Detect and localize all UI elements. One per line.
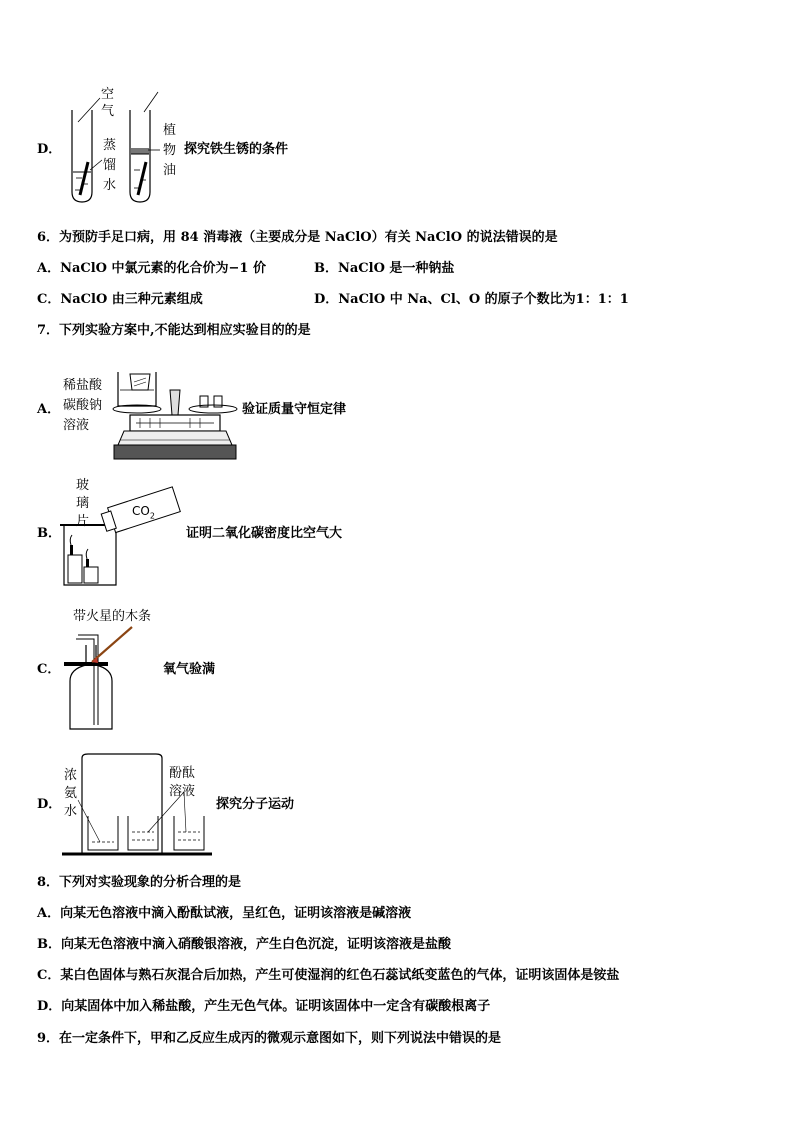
- q6-option-c: C．NaClO 由三种元素组成: [37, 292, 203, 307]
- label-sodium-carbonate: 碳酸钠: [63, 398, 103, 413]
- label-oil-3: 油: [163, 163, 177, 178]
- label-water-3: 水: [103, 178, 117, 193]
- label-conc-ammonia-2: 氨: [64, 786, 78, 801]
- balance-figure: [110, 360, 240, 465]
- label-water-1: 蒸: [103, 138, 117, 153]
- q6-stem: 6．为预防手足口病，用 84 消毒液（主要成分是 NaClO）有关 NaClO 的说法错误的是: [37, 230, 558, 245]
- q8-option-d: D．向某固体中加入稀盐酸，产生无色气体。证明该固体中一定含有碳酸根离子: [37, 999, 491, 1014]
- label-phenolphthalein-solution: 溶液: [169, 784, 196, 799]
- oxygen-bottle-figure: [64, 625, 174, 735]
- q8-option-b: B．向某无色溶液中滴入硝酸银溶液，产生白色沉淀，证明该溶液是盐酸: [37, 937, 451, 952]
- label-water-2: 馏: [103, 158, 117, 173]
- q7c-caption: 氧气验满: [163, 662, 216, 677]
- iron-rust-figure: [60, 82, 200, 212]
- label-oil-2: 物: [163, 143, 177, 158]
- label-glass-1: 玻: [76, 478, 90, 493]
- q7b-option-letter: B．: [37, 526, 61, 541]
- q7d-caption: 探究分子运动: [216, 797, 295, 812]
- q5d-option-letter: D．: [37, 142, 62, 157]
- label-glass-3: 片: [76, 514, 90, 529]
- q6-option-a: A．NaClO 中氯元素的化合价为−1 价: [37, 261, 266, 276]
- q9-stem: 9．在一定条件下，甲和乙反应生成丙的微观示意图如下，则下列说法中错误的是: [37, 1031, 502, 1046]
- label-air-2: 气: [101, 104, 115, 119]
- label-phenolphthalein: 酚酞: [169, 766, 196, 781]
- q8-option-c: C．某白色固体与熟石灰混合后加热，产生可使湿润的红色石蕊试纸变蓝色的气体，证明该固体是铵盐: [37, 968, 620, 983]
- q6-option-b: B．NaClO 是一种钠盐: [314, 261, 455, 276]
- q7-stem: 7．下列实验方案中,不能达到相应实验目的的是: [37, 323, 311, 338]
- label-oil-1: 植: [163, 123, 177, 138]
- label-glowing-splint: 带火星的木条: [73, 609, 152, 624]
- label-glass-2: 璃: [76, 496, 90, 511]
- q7a-option-letter: A．: [37, 402, 61, 417]
- q8-option-a: A．向某无色溶液中滴入酚酞试液，呈红色，证明该溶液是碱溶液: [37, 906, 412, 921]
- q7d-option-letter: D．: [37, 797, 62, 812]
- label-conc-ammonia-1: 浓: [64, 768, 78, 783]
- label-dilute-hcl: 稀盐酸: [63, 378, 103, 393]
- co2-candle-figure: [58, 485, 188, 590]
- q8-stem: 8．下列对实验现象的分析合理的是: [37, 875, 242, 890]
- q5d-caption: 探究铁生锈的条件: [184, 142, 289, 157]
- q6-option-d: D．NaClO 中 Na、Cl、O 的原子个数比为1：1：1: [314, 292, 629, 307]
- q7b-caption: 证明二氧化碳密度比空气大: [186, 526, 343, 541]
- label-air-1: 空: [101, 87, 115, 102]
- q7a-caption: 验证质量守恒定律: [242, 402, 347, 417]
- label-conc-ammonia-3: 水: [64, 804, 78, 819]
- label-co2: $CO_2$: [132, 504, 155, 521]
- q7c-option-letter: C．: [37, 662, 61, 677]
- label-solution: 溶液: [63, 418, 90, 433]
